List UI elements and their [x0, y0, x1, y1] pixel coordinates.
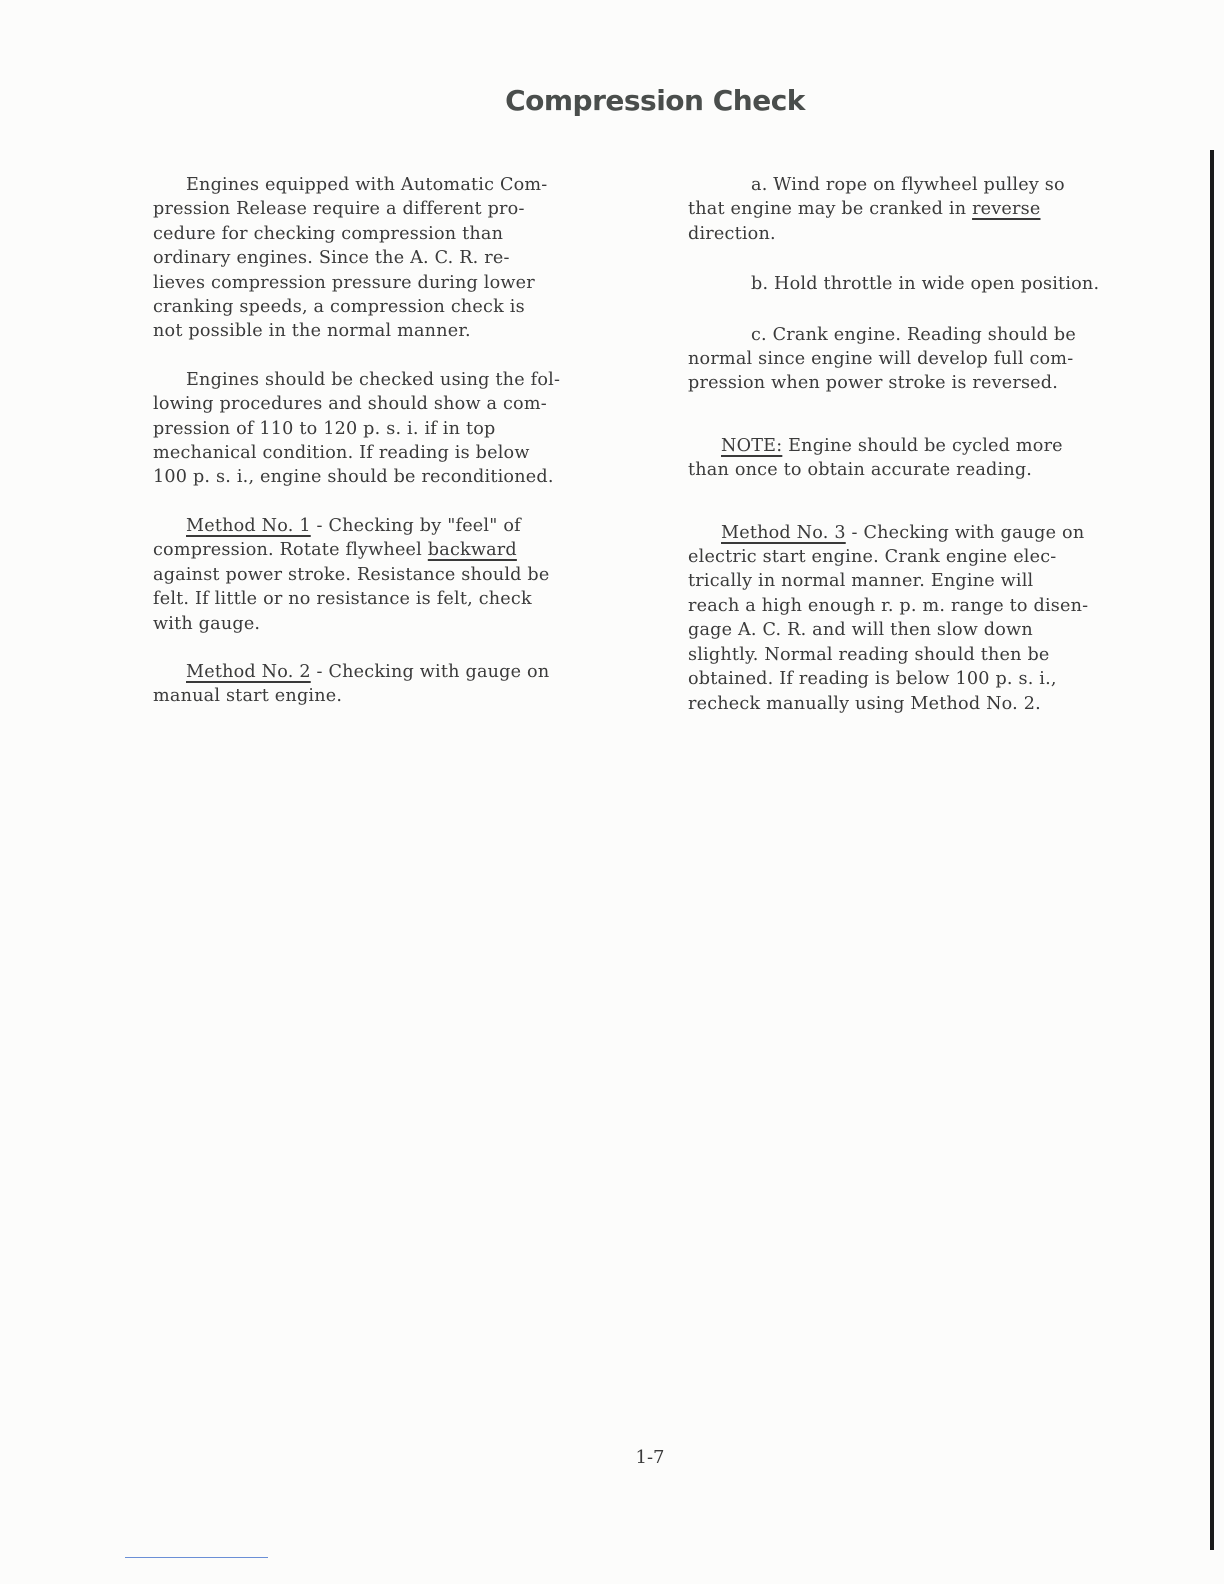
- step-a-emphasis: reverse: [972, 199, 1041, 220]
- page-title: Compression Check: [505, 84, 805, 117]
- method-1-text-a: - Checking by "feel" of compression. Rotate flywheel: [153, 515, 521, 561]
- page-edge-line: [1210, 150, 1214, 1550]
- step-a-text-b: direction.: [688, 223, 776, 244]
- method-1-label: Method No. 1: [186, 515, 311, 536]
- note-label: NOTE:: [721, 435, 783, 456]
- step-c-paragraph: c. Crank engine. Reading should be normal since engine will develop full com- pression when power stroke is reversed.: [688, 324, 1077, 394]
- method-3-text: - Checking with gauge on electric start engine. Crank engine elec- trically in normal manner. Engine will reach a high enough r. p. m. range to disen- gage A. C. R. and will then slow down slightly. Normal reading should then be obtained. If reading is below 100 p. s. i., recheck manually using Method No. 2.: [688, 522, 1089, 714]
- method-1-text-b: against power stroke. Resistance should be felt. If little or no resistance is felt, check with gauge.: [153, 564, 550, 634]
- procedure-paragraph: Engines should be checked using the fol- lowing procedures and should show a com- pression of 110 to 120 p. s. i. if in top mechanical condition. If reading is below 100 p. s. i., engine should be reconditioned.: [153, 369, 561, 488]
- method-2-text: - Checking with gauge on manual start engine.: [153, 661, 550, 707]
- method-2-label: Method No. 2: [186, 661, 311, 682]
- bottom-rule: [125, 1557, 268, 1558]
- intro-paragraph: Engines equipped with Automatic Com- pression Release require a different pro- cedure for checking compression than ordinary engines. Since the A. C. R. re- lieves compression pressure during lower cranking speeds, a compression check is not possible in the normal manner.: [153, 175, 548, 342]
- step-b-paragraph: b. Hold throttle in wide open position.: [751, 274, 1100, 295]
- method-3-paragraph: [688, 521, 1170, 716]
- method-1-emphasis: backward: [427, 540, 517, 561]
- method-3-label: Method No. 3: [721, 522, 846, 543]
- page-number: 1-7: [635, 1447, 665, 1468]
- step-a-text-a: a. Wind rope on flywheel pulley so that engine may be cranked in: [688, 175, 1065, 220]
- method-1-paragraph: [153, 514, 631, 636]
- note-text: Engine should be cycled more than once to obtain accurate reading.: [688, 435, 1063, 481]
- step-a-paragraph: [688, 173, 1170, 246]
- method-2-paragraph: [153, 660, 631, 709]
- left-column: [153, 173, 631, 709]
- note-paragraph: [688, 434, 1170, 483]
- right-column: [688, 173, 1170, 716]
